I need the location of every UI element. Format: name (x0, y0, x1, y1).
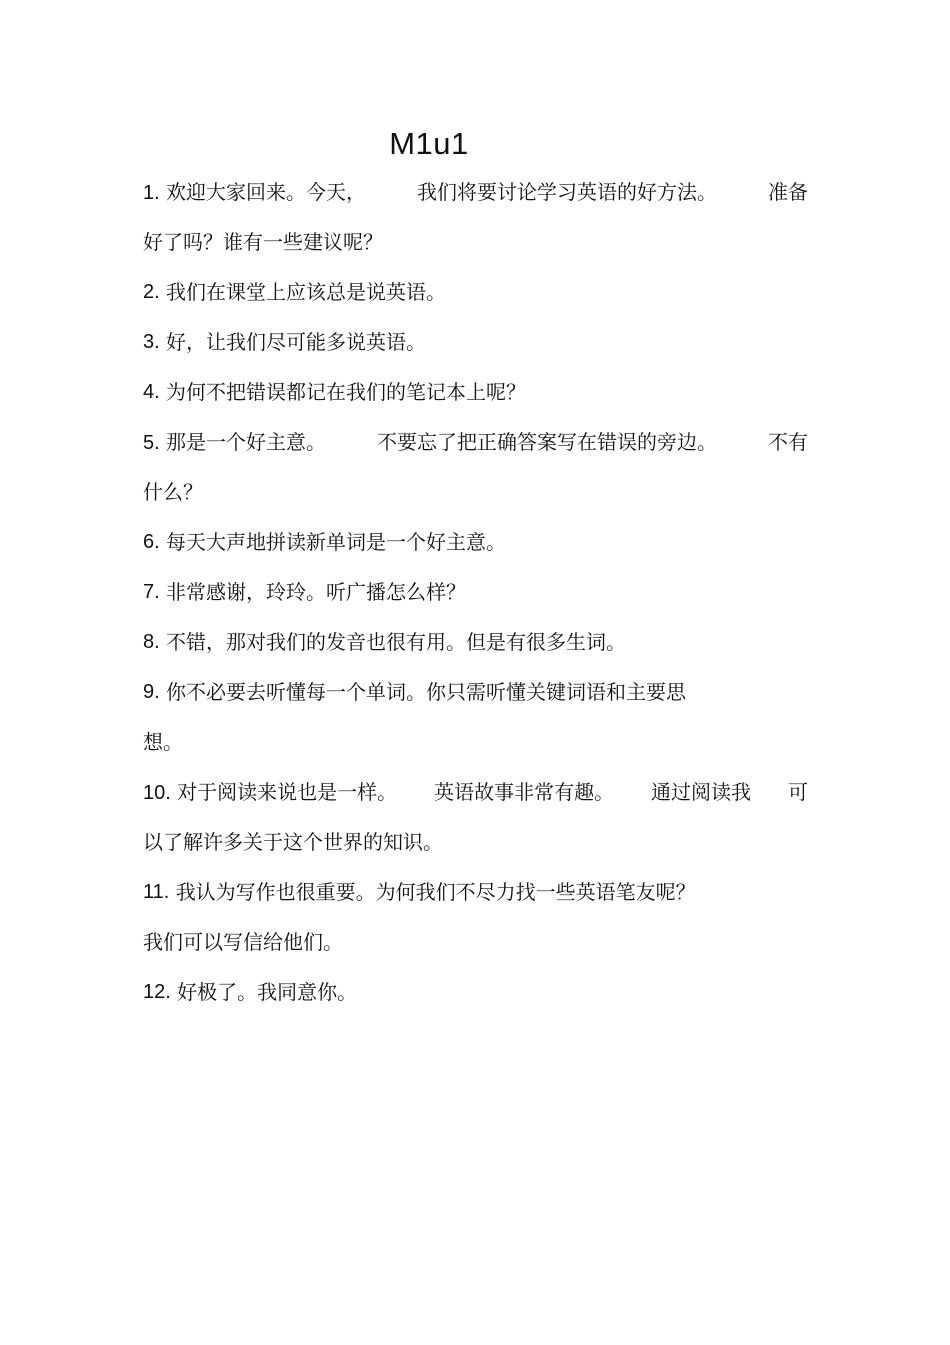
list-item-1-line-2 (143, 217, 808, 267)
item-text: 对于阅读来说也是一样。 (177, 779, 398, 804)
item-text: 我们可以写信给他们。 (143, 930, 343, 954)
item-text: 我认为写作也很重要。为何我们不尽力找一些英语笔友呢？ (175, 880, 696, 904)
item-number: 5. (143, 431, 160, 454)
list-item-10-line-2 (143, 817, 808, 867)
list-item-8 (143, 617, 808, 667)
item-text: 以了解许多关于这个世界的知识。 (143, 830, 443, 854)
item-text: 准备 (767, 180, 808, 204)
item-text: 每天大声地拼读新单词是一个好主意。 (166, 530, 507, 554)
item-number: 4. (143, 381, 160, 403)
list-item-11-line-1 (143, 867, 808, 917)
item-text: 非常感谢，玲玲。听广播怎么样？ (166, 580, 467, 604)
item-text: 那是一个好主意。 (166, 429, 327, 454)
list-item-4 (143, 367, 808, 417)
item-text: 可 (787, 780, 808, 804)
item-text: 不错，那对我们的发音也很有用。但是有很多生词。 (166, 630, 627, 654)
item-number: 7. (143, 581, 160, 603)
list-item-7 (143, 567, 808, 617)
item-text: 英语故事非常有趣。 (434, 780, 615, 804)
item-number: 2. (143, 281, 160, 303)
list-item-3 (143, 317, 808, 367)
item-number: 12. (143, 981, 171, 1003)
document-title: M1u1 (389, 126, 469, 161)
item-text: 我们将要讨论学习英语的好方法。 (417, 180, 718, 204)
item-number: 6. (143, 531, 160, 553)
list-item-2 (143, 267, 808, 317)
item-number: 1. (143, 181, 160, 204)
list-item-5-line-2 (143, 467, 808, 517)
item-text: 好，让我们尽可能多说英语。 (166, 330, 427, 354)
list-item-9-line-1 (143, 667, 808, 717)
item-text: 你不必要去听懂每一个单词。你只需听懂关键词语和主要思 (166, 680, 687, 704)
item-text: 不要忘了把正确答案写在错误的旁边。 (377, 430, 718, 454)
item-text: 好极了。我同意你。 (177, 980, 358, 1004)
item-number: 8. (143, 631, 160, 653)
list-item-11-line-2 (143, 917, 808, 967)
list-item-1-line-1 (143, 167, 808, 217)
item-text: 好了吗？谁有一些建议呢？ (143, 230, 383, 254)
item-number: 3. (143, 331, 160, 353)
item-number: 9. (143, 681, 160, 703)
item-text: 为何不把错误都记在我们的笔记本上呢？ (166, 380, 527, 404)
item-text: 我们在课堂上应该总是说英语。 (166, 280, 447, 304)
list-item-6 (143, 517, 808, 567)
item-text: 不有 (767, 430, 808, 454)
item-text: 什么？ (143, 480, 203, 504)
list-item-10-line-1 (143, 767, 808, 817)
item-text: 通过阅读我 (651, 780, 752, 804)
list-item-5-line-1 (143, 417, 808, 467)
item-number: 10. (143, 781, 171, 804)
item-number: 11. (143, 881, 170, 903)
item-text: 欢迎大家回来。今天， (166, 179, 367, 204)
document-body (143, 167, 808, 1017)
list-item-9-line-2 (143, 717, 808, 767)
list-item-12 (143, 967, 808, 1017)
item-text: 想。 (143, 730, 183, 754)
